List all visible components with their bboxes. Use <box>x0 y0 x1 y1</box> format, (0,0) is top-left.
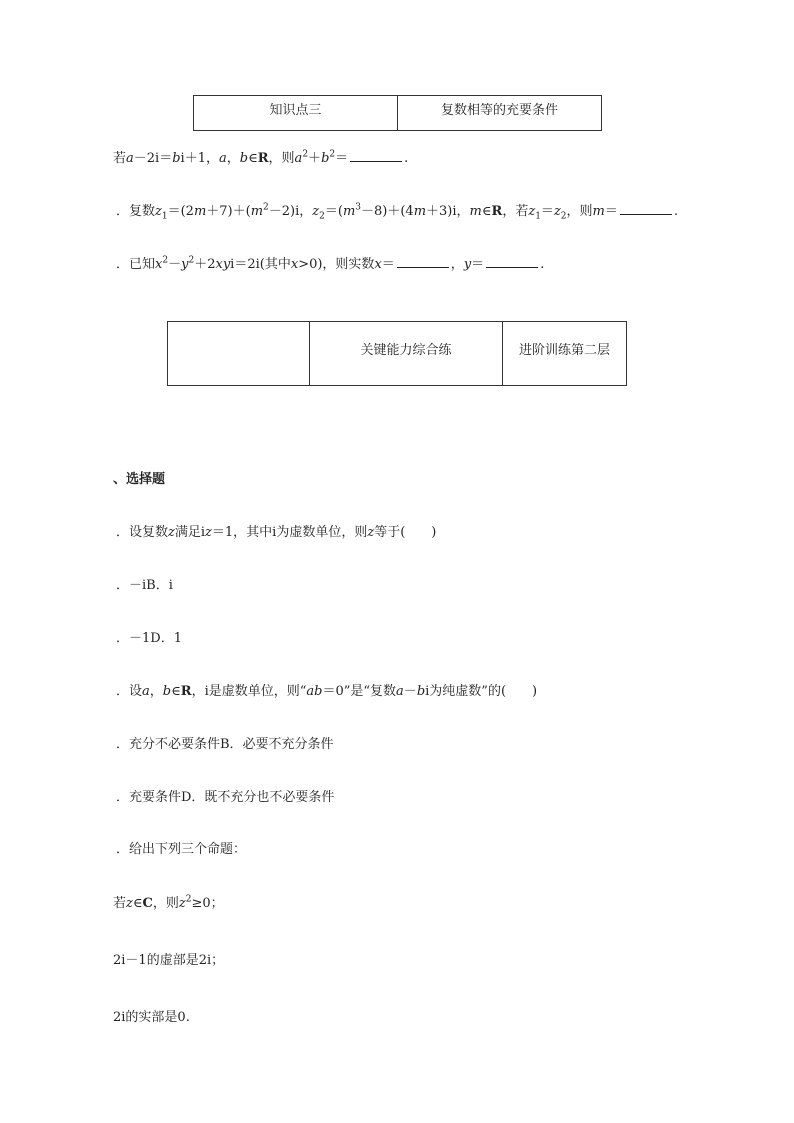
statement-1: 若z∈C，则$z^2\ge 0$； <box>113 894 224 911</box>
table1-right-cell: 复数相等的充要条件 <box>398 96 602 131</box>
statement-3: 2i的实部是0. <box>113 1010 190 1025</box>
problem-2-options-ab: ．充分不必要条件B．必要不充分条件 <box>116 737 334 752</box>
answer-blank-y[interactable] <box>486 257 538 268</box>
table2-empty-cell <box>168 322 310 386</box>
table1-left-cell: 知识点三 <box>194 96 398 131</box>
statement-2: 2i－1的虚部是2i； <box>113 953 225 968</box>
answer-blank-x[interactable] <box>397 257 449 268</box>
question-2: ．复数$z_1=(2m+7)+(m^2-2)i$，$z_2=(m^3-8)+(4m+3)i$，m∈R，若$z_1=z_2$，则m＝ . <box>116 202 679 222</box>
answer-blank[interactable] <box>620 204 672 215</box>
problem-1: ．设复数z满足iz＝1，其中i为虚数单位，则z等于( ) <box>116 525 437 540</box>
table2-right-cell: 进阶训练第二层 <box>503 322 627 386</box>
problem-2-options-cd: ．充要条件D．既不充分也不必要条件 <box>116 790 335 805</box>
question-3: ．已知$x^2-y^2+2xyi=2i$(其中x>0)，则实数x＝ ，y＝ . <box>116 255 545 272</box>
question-1: 若a－2i＝bi＋1，a，b∈R，则$a^2+b^2=$ . <box>113 149 409 166</box>
section-heading: 、选择题 <box>113 472 166 487</box>
knowledge-point-table <box>193 95 602 131</box>
problem-2: ．设a，b∈R，i是虚数单位，则“ab＝0”是“复数a－bi为纯虚数”的( ) <box>116 684 538 699</box>
problem-1-options-cd: ．－1D．1 <box>116 631 182 646</box>
answer-blank[interactable] <box>350 151 402 162</box>
problem-3: ．给出下列三个命题： <box>116 842 247 857</box>
problem-1-options-ab: ．－iB．i <box>116 578 173 593</box>
training-level-table <box>167 321 627 386</box>
table2-middle-cell: 关键能力综合练 <box>310 322 503 386</box>
